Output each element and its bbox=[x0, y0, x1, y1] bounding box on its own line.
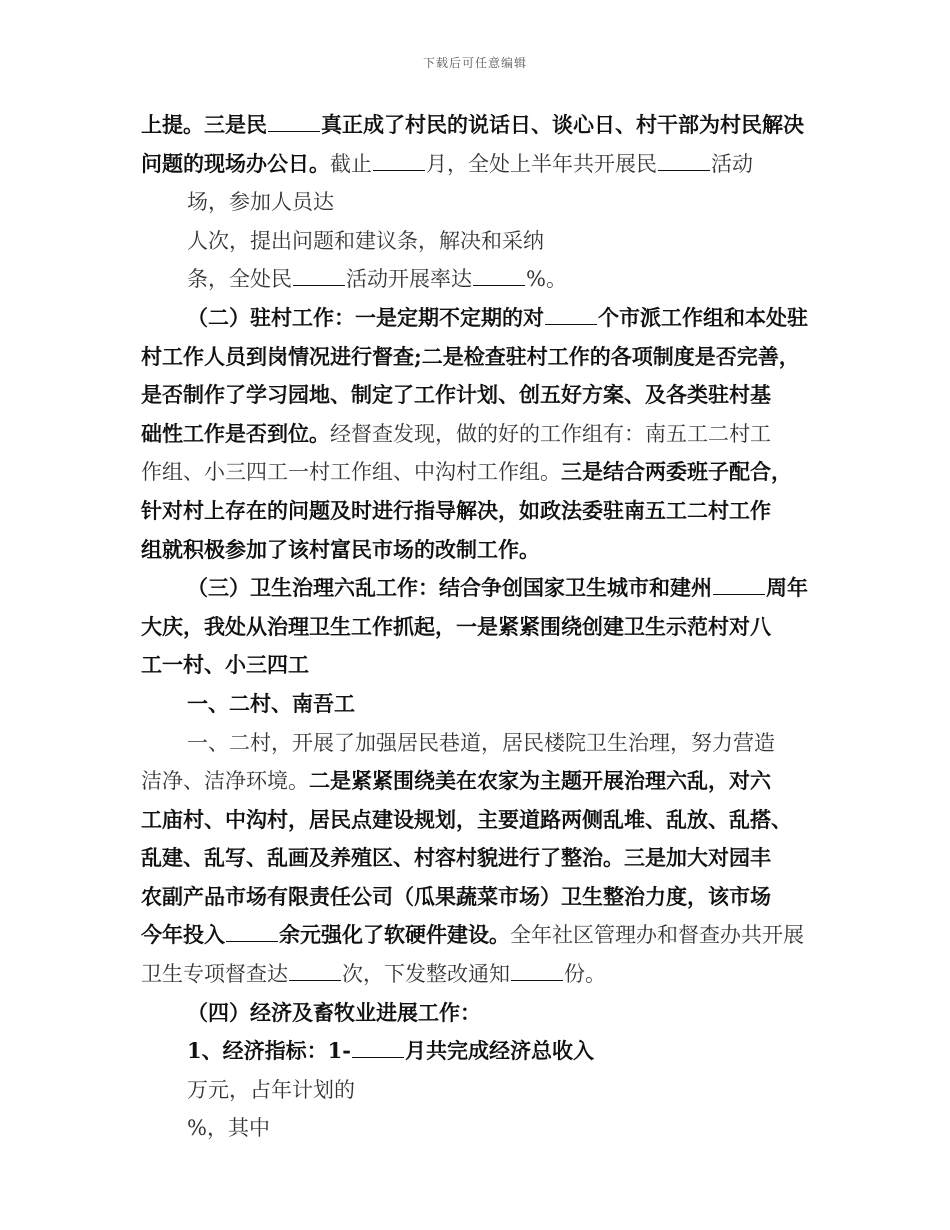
text-line: 场，参加人员达 bbox=[187, 190, 334, 215]
text-line: 万元，占年计划的 bbox=[187, 1077, 355, 1102]
text-line: 作组、小三四工一村工作组、中沟村工作组。三是结合两委班子配合， bbox=[141, 459, 792, 485]
blank-field bbox=[473, 263, 525, 286]
text-line: 乱建、乱写、乱画及养殖区、村容村貌进行了整治。三是加大对园丰 bbox=[141, 845, 771, 871]
text-line: 1、经济指标：1- 月共完成经济总收入 bbox=[141, 1032, 821, 1071]
text-line: %，其中 bbox=[187, 1116, 270, 1141]
document-body bbox=[141, 106, 821, 1148]
text-line: 卫生专项督查达 次，下发整改通知 份。 bbox=[141, 955, 821, 994]
text-line: 问题的现场办公日。截止 月，全处上半年共开展民 活动 bbox=[141, 145, 821, 184]
blank-field bbox=[713, 572, 765, 595]
text-line: 一、二村、南吾工 bbox=[187, 690, 355, 716]
text-line: 人次，提出问题和建议条，解决和采纳 bbox=[187, 228, 544, 253]
text-line: 是否制作了学习园地、制定了工作计划、创五好方案、及各类驻村基 bbox=[141, 382, 771, 408]
header-note: 下载后可任意编辑 bbox=[422, 56, 527, 70]
text-line: 工一村、小三四工 bbox=[141, 652, 309, 678]
blank-field bbox=[293, 263, 345, 286]
text-line: 础性工作是否到位。经督查发现，做的好的工作组有：南五工二村工 bbox=[141, 420, 771, 446]
section-heading-4: （四）经济及畜牧业进展工作： bbox=[187, 999, 481, 1025]
blank-field bbox=[352, 1035, 404, 1058]
blank-field bbox=[658, 148, 710, 171]
text-line: 上提。三是民 真正成了村民的说话日、谈心日、村干部为村民解决 bbox=[141, 106, 821, 145]
text-line: 大庆，我处从治理卫生工作抓起，一是紧紧围绕创建卫生示范村对八 bbox=[141, 613, 771, 639]
text-line: 洁净、洁净环境。二是紧紧围绕美在农家为主题开展治理六乱，对六 bbox=[141, 768, 771, 794]
blank-field bbox=[545, 302, 597, 325]
text-line: 组就积极参加了该村富民市场的改制工作。 bbox=[141, 536, 540, 562]
text-line: 农副产品市场有限责任公司（瓜果蔬菜市场）卫生整治力度，该市场 bbox=[141, 883, 771, 909]
section-heading-2: （二）驻村工作：一是定期不定期的对 个市派工作组和本处驻 bbox=[141, 299, 821, 338]
text-line: 村工作人员到岗情况进行督查;二是检查驻村工作的各项制度是否完善， bbox=[141, 343, 800, 369]
text-line: 今年投入 余元强化了软硬件建设。全年社区管理办和督查办共开展 bbox=[141, 916, 821, 955]
text-line: 条，全处民 活动开展率达 %。 bbox=[141, 260, 821, 299]
blank-field bbox=[268, 109, 320, 132]
blank-field bbox=[289, 958, 341, 981]
text-line: 工庙村、中沟村，居民点建设规划，主要道路两侧乱堆、乱放、乱搭、 bbox=[141, 806, 792, 832]
section-heading-3: （三）卫生治理六乱工作：结合争创国家卫生城市和建州 周年 bbox=[141, 569, 821, 608]
blank-field bbox=[511, 958, 563, 981]
blank-field bbox=[373, 148, 425, 171]
text-line: 一、二村，开展了加强居民巷道，居民楼院卫生治理，努力营造 bbox=[187, 730, 775, 755]
text-line: 针对村上存在的问题及时进行指导解决，如政法委驻南五工二村工作 bbox=[141, 497, 771, 523]
blank-field bbox=[226, 919, 278, 942]
